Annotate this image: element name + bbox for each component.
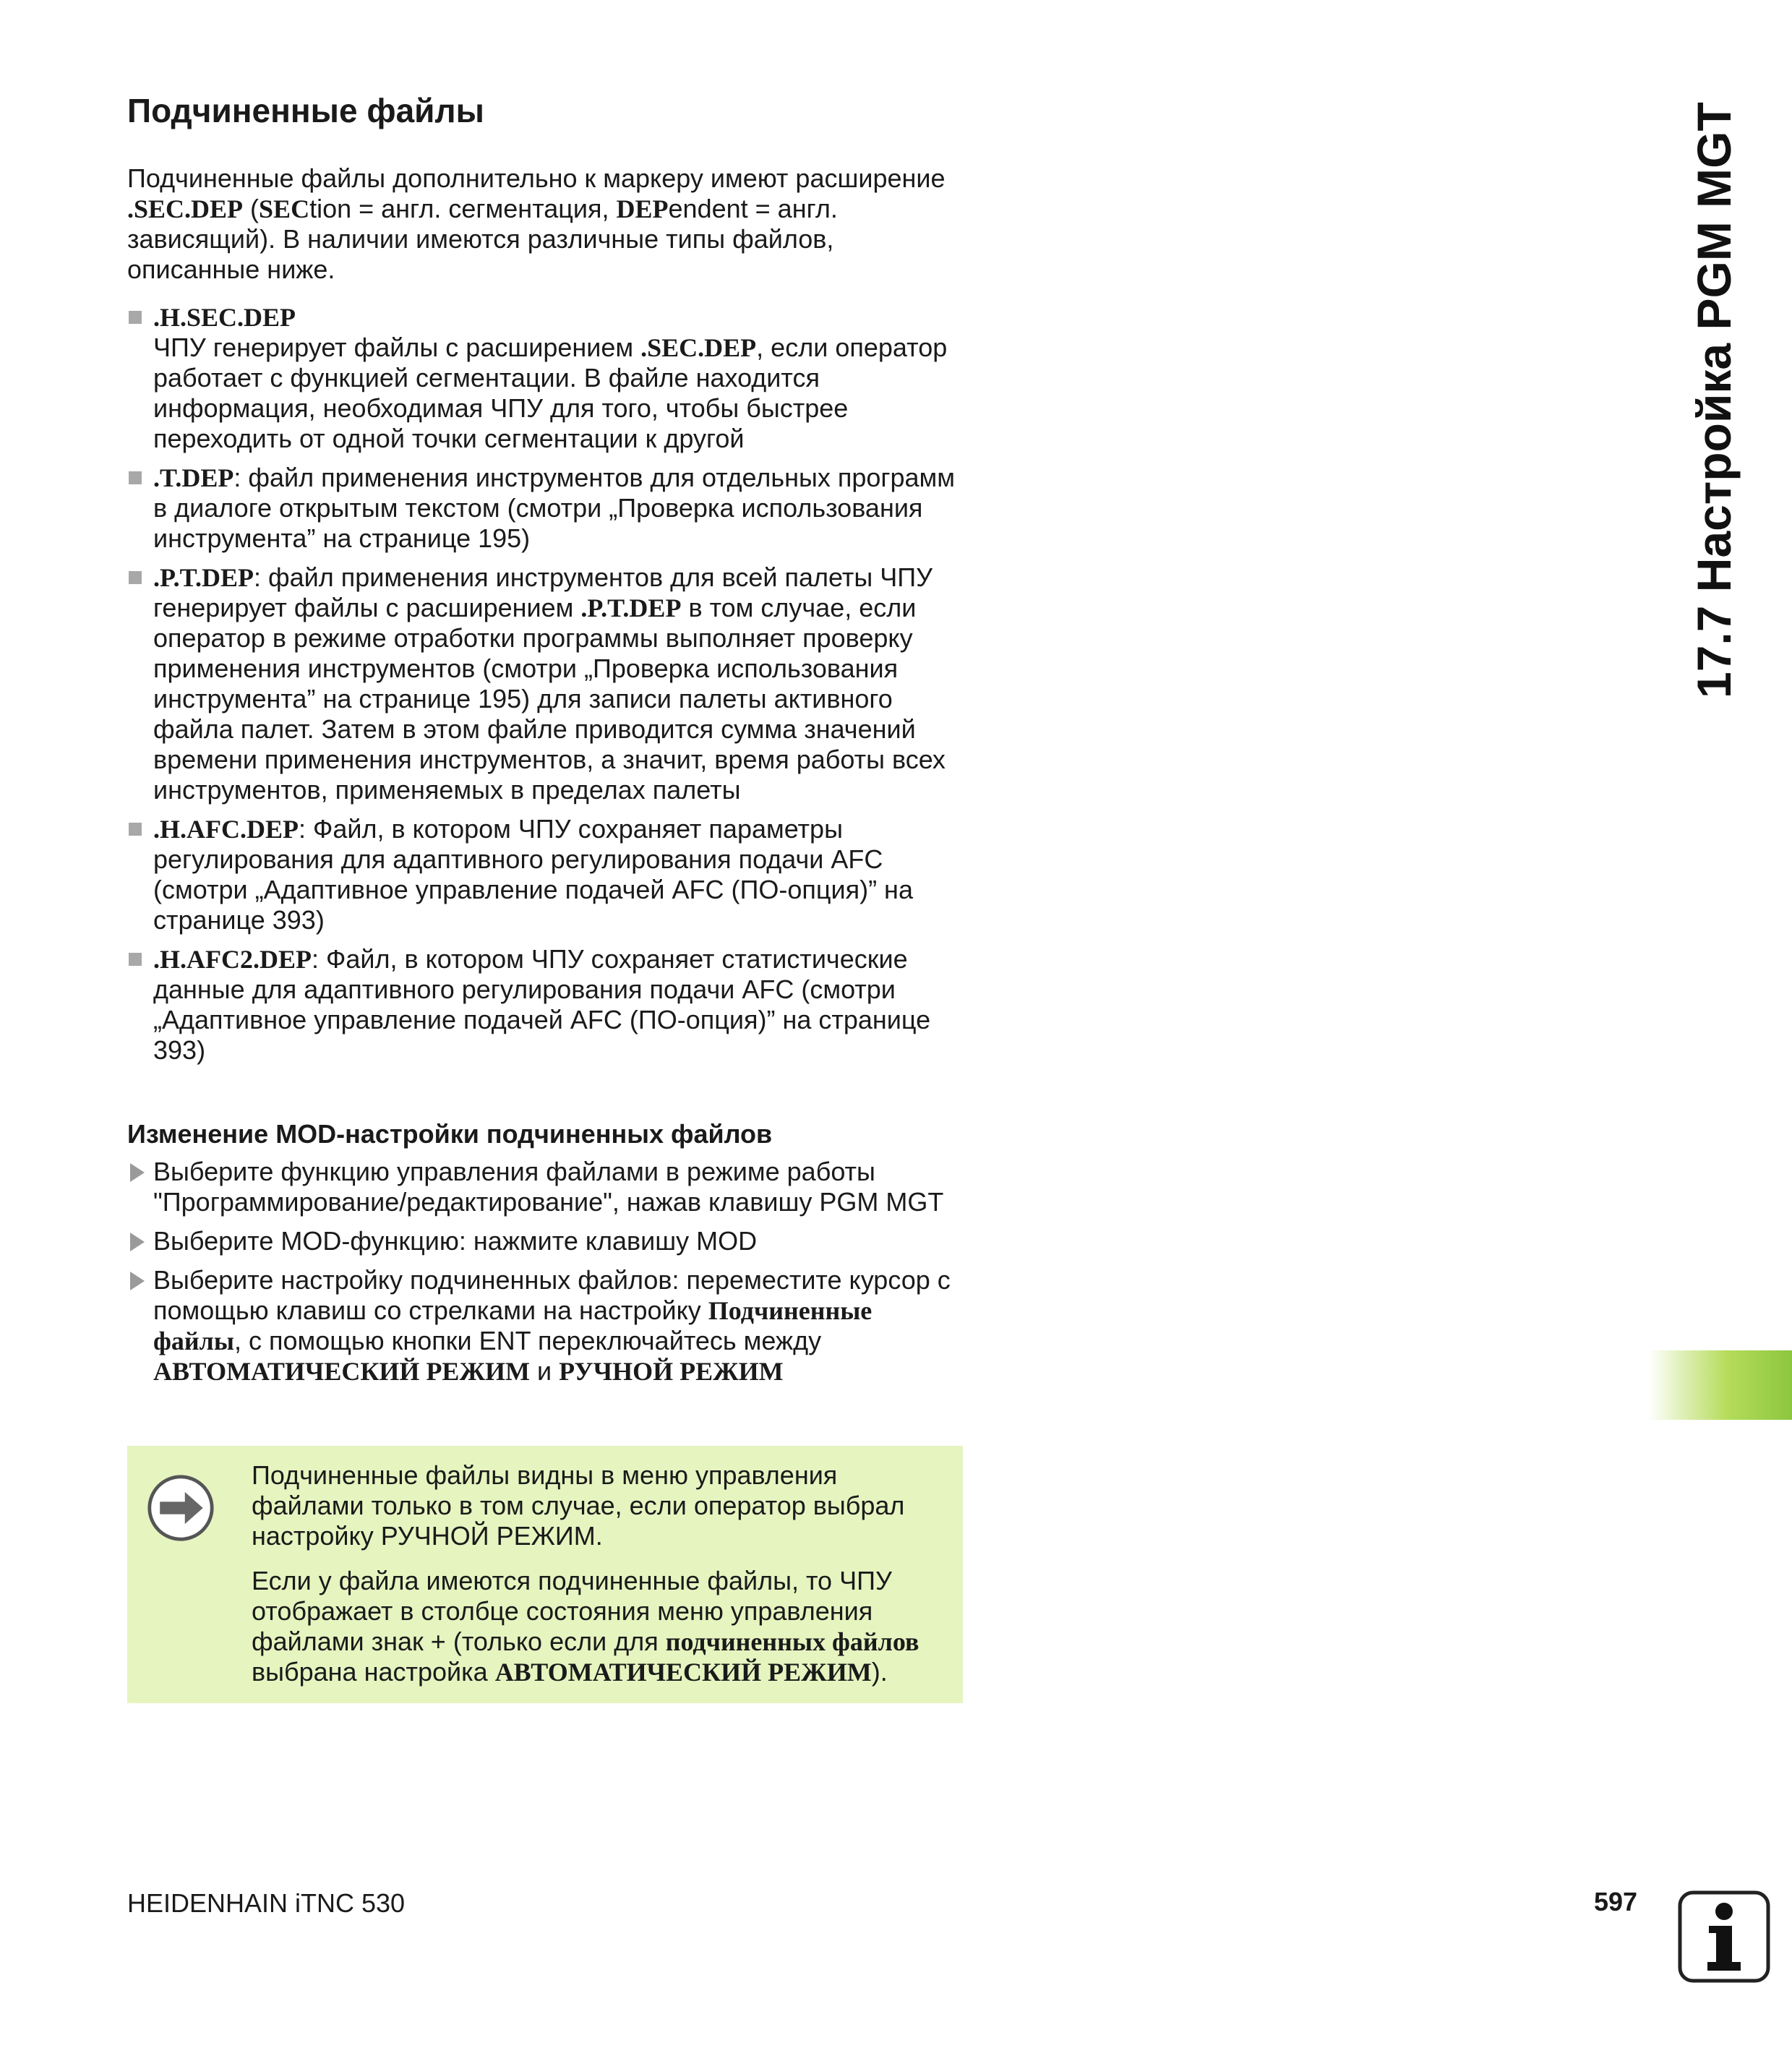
bullet-square-icon (129, 311, 142, 324)
list-item-text: : Файл, в котором ЧПУ сохраняет статистические данные для адаптивного регулирования подачи AFC (смотри „Адаптивное управление подачей AFC (ПО-опция)” на странице 393) (153, 944, 931, 1065)
list-item-bold: .P.T.DEP (580, 594, 682, 622)
note-box (127, 1446, 963, 1703)
info-icon (1677, 1890, 1771, 1984)
list-item (127, 814, 966, 935)
note-text (252, 1460, 946, 1702)
step-arrow-icon (130, 1272, 145, 1290)
step-text: , с помощью кнопки ENT переключайтесь между (233, 1326, 822, 1355)
intro-text-4: endent = англ. зависящий). В наличии имеются различные типы файлов, описанные ниже. (127, 194, 838, 284)
note-paragraph-2 (252, 1566, 946, 1687)
list-item (127, 302, 966, 454)
list-item-text: , если оператор работает с функцией сегментации. В файле находится информация, необходимая ЧПУ для того, чтобы быстрее переходить от одной точки сегментации к другой (153, 333, 948, 453)
note-text-2: выбрана настройка (252, 1657, 495, 1687)
intro-text-3: tion = англ. сегментация, (309, 194, 617, 223)
list-item-text: ЧПУ генерирует файлы с расширением (153, 333, 641, 362)
arrow-right-circle-icon (146, 1473, 215, 1543)
note-bold-2: АВТОМАТИЧЕСКИЙ РЕЖИМ (494, 1658, 872, 1687)
list-item-text: : Файл, в котором ЧПУ сохраняет параметры регулирования для адаптивного регулирования подачи AFC (смотри „Адаптивное управление подачей AFC (ПО-опция)” на странице 393) (153, 814, 913, 935)
list-item-text: в том случае, если оператор в режиме отработки программы выполняет проверку применения инструментов (смотри „Проверка использования инструмента” на странице 195) для записи палеты активного файла палет. Затем в этом файле приводится сумма значений времени применения инструментов, а значит, время работы всех инструментов, применяемых в пределах палеты (153, 593, 946, 805)
step-text: и (530, 1356, 560, 1386)
step-arrow-icon (130, 1163, 145, 1182)
intro-bold-1: .SEC.DEP (127, 194, 244, 223)
step-bold: РУЧНОЙ РЕЖИМ (559, 1357, 784, 1386)
chapter-side-title: 17.7 Настройка PGM MGT (1687, 102, 1741, 698)
section-heading: Подчиненные файлы (127, 92, 484, 129)
step-list (127, 1157, 966, 1395)
list-item (127, 562, 966, 805)
subsection-heading: Изменение MOD-настройки подчиненных файлов (127, 1119, 773, 1149)
bullet-square-icon (129, 471, 142, 484)
footer-product-name: HEIDENHAIN iTNC 530 (127, 1888, 406, 1918)
bullet-square-icon (129, 571, 142, 584)
bullet-square-icon (129, 953, 142, 966)
list-item-title: .H.AFC.DEP (153, 815, 299, 844)
list-item-text: : файл применения инструментов для всей палеты ЧПУ генерирует файлы с расширением (153, 562, 933, 622)
list-item-title: .H.AFC2.DEP (153, 945, 312, 974)
step-text: Выберите функцию управления файлами в режиме работы "Программирование/редактирование", нажав клавишу PGM MGT (153, 1157, 944, 1217)
list-item-title: .H.SEC.DEP (153, 303, 296, 332)
list-item (127, 944, 966, 1066)
file-type-list (127, 302, 966, 1074)
step-bold: АВТОМАТИЧЕСКИЙ РЕЖИМ (153, 1357, 531, 1386)
intro-paragraph (127, 163, 966, 285)
note-bold-1: подчиненных файлов (665, 1627, 919, 1656)
bullet-square-icon (129, 823, 142, 836)
intro-text-2: ( (243, 194, 260, 223)
note-text-1: Если у файла имеются подчиненные файлы, то ЧПУ отображает в столбце состояния меню управления файлами знак + (только если для (252, 1566, 892, 1656)
list-item-bold: .SEC.DEP (640, 333, 757, 362)
step-item (127, 1265, 966, 1387)
note-text-3: ). (871, 1657, 888, 1687)
intro-text-1: Подчиненные файлы дополнительно к маркеру имеют расширение (127, 163, 946, 193)
step-text: Выберите MOD-функцию: нажмите клавишу MOD (153, 1226, 758, 1256)
list-item-text: : файл применения инструментов для отдельных программ в диалоге открытым текстом (смотри „Проверка использования инструмента” на странице 195) (153, 463, 956, 553)
step-bold: Подчиненные файлы (153, 1296, 873, 1355)
list-item-title: .P.T.DEP (153, 563, 254, 592)
page-number: 597 (1594, 1887, 1638, 1916)
intro-bold-2: SEC (259, 194, 310, 223)
list-item-title: .T.DEP (153, 463, 234, 492)
step-text: Выберите настройку подчиненных файлов: переместите курсор с помощью клавиш со стрелками на настройку (153, 1265, 951, 1325)
chapter-tab-marker (1648, 1350, 1792, 1420)
step-arrow-icon (130, 1233, 145, 1251)
intro-bold-3: DEP (616, 194, 669, 223)
note-paragraph-1: Подчиненные файлы видны в меню управления файлами только в том случае, если оператор выбрал настройку РУЧНОЙ РЕЖИМ. (252, 1460, 905, 1551)
step-item (127, 1157, 966, 1217)
list-item (127, 463, 966, 554)
step-item (127, 1226, 966, 1256)
